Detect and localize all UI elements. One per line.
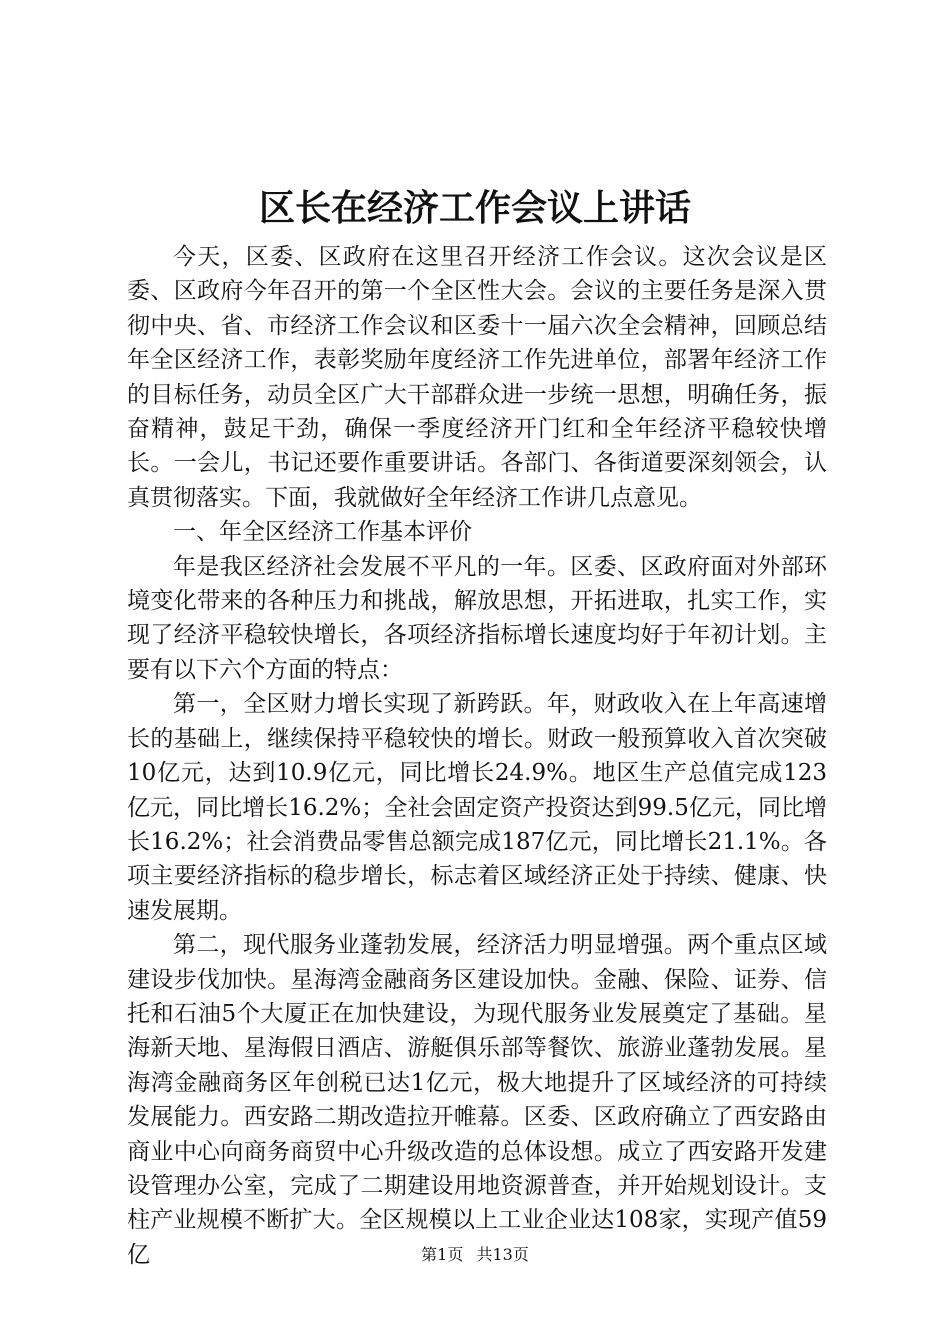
paragraph-point-1: 第一，全区财力增长实现了新跨跃。年，财政收入在上年高速增长的基础上，继续保持平稳较快的增长。财政一般预算收入首次突破10亿元，达到10.9亿元，同比增长24.9%。地区生产总值完成123亿元，同比增长16.2%；全社会固定资产投资达到99.5亿元，同比增长16.2%；社会消费品零售总额完成187亿元，同比增长21.1%。各项主要经济指标的稳步增长，标志着区域经济正处于持续、健康、快速发展期。: [127, 691, 827, 924]
page-total: 共13页: [476, 1245, 529, 1264]
section-heading: 一、年全区经济工作基本评价: [173, 519, 472, 546]
page-footer: [0, 1242, 950, 1265]
page-number: 第1页: [421, 1245, 464, 1264]
document-title: 区长在经济工作会议上讲话: [258, 187, 691, 229]
paragraph-overview: 年是我区经济社会发展不平凡的一年。区委、区政府面对外部环境变化带来的各种压力和挑战，解放思想，开拓进取，扎实工作，实现了经济平稳较快增长，各项经济指标增长速度均好于年初计划。主要有以下六个方面的特点：: [127, 553, 827, 683]
paragraph-intro: 今天，区委、区政府在这里召开经济工作会议。这次会议是区委、区政府今年召开的第一个全区性大会。会议的主要任务是深入贯彻中央、省、市经济工作会议和区委十一届六次全会精神，回顾总结年全区经济工作，表彰奖励年度经济工作先进单位，部署年经济工作的目标任务，动员全区广大干部群众进一步统一思想，明确任务，振奋精神，鼓足干劲，确保一季度经济开门红和全年经济平稳较快增长。一会儿，书记还要作重要讲话。各部门、各街道要深刻领会，认真贯彻落实。下面，我就做好全年经济工作讲几点意见。: [127, 244, 827, 511]
paragraph-point-2: 第二，现代服务业蓬勃发展，经济活力明显增强。两个重点区域建设步伐加快。星海湾金融商务区建设加快。金融、保险、证券、信托和石油5个大厦正在加快建设，为现代服务业发展奠定了基础。星海新天地、星海假日酒店、游艇俱乐部等餐饮、旅游业蓬勃发展。星海湾金融商务区年创税已达1亿元，极大地提升了区域经济的可持续发展能力。西安路二期改造拉开帷幕。区委、区政府确立了西安路由商业中心向商务商贸中心升级改造的总体设想。成立了西安路开发建设管理办公室，完成了二期建设用地资源普查，并开始规划设计。支柱产业规模不断扩大。全区规模以上工业企业达108家，实现产值59亿: [127, 932, 827, 1268]
document-body: [127, 240, 827, 1272]
